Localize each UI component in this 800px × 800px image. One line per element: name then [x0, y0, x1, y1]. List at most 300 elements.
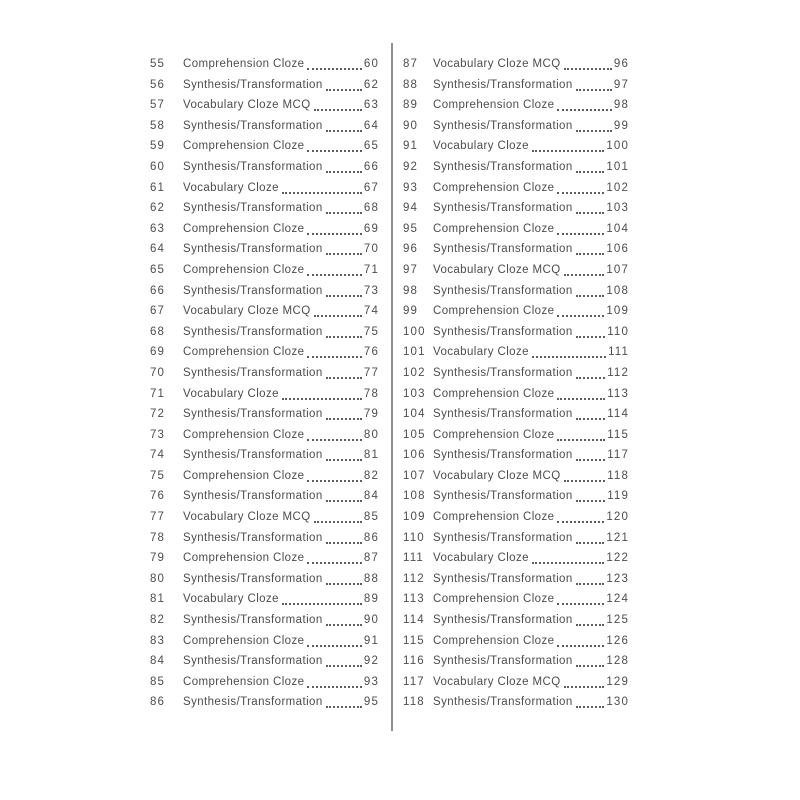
entry-page-number: 114	[607, 408, 629, 421]
dot-leader	[557, 425, 605, 441]
entry-number: 96	[403, 243, 419, 256]
dot-leader	[576, 239, 605, 255]
toc-entry	[150, 384, 379, 405]
dot-leader	[576, 610, 605, 626]
entry-page-number: 80	[363, 428, 379, 441]
toc-entry	[403, 445, 629, 466]
entry-title: Vocabulary Cloze MCQ	[433, 263, 561, 276]
toc-entry	[403, 466, 629, 487]
entry-title: Comprehension Cloze	[183, 346, 305, 359]
entry-number: 63	[150, 222, 166, 235]
dot-leader	[326, 116, 362, 132]
dot-leader	[576, 75, 612, 91]
entry-title: Synthesis/Transformation	[433, 202, 573, 215]
dot-leader	[314, 301, 362, 317]
entry-page-number: 129	[606, 675, 629, 688]
entry-page-number: 96	[613, 58, 629, 70]
entry-title: Comprehension Cloze	[183, 140, 305, 153]
toc-left-column	[150, 54, 379, 713]
dot-leader	[557, 631, 604, 647]
dot-leader	[307, 548, 361, 564]
entry-number: 69	[150, 346, 166, 359]
entry-page-number: 104	[606, 222, 629, 235]
entry-number: 114	[403, 614, 425, 627]
entry-number: 87	[403, 58, 419, 70]
entry-number: 92	[403, 160, 419, 173]
entry-number: 78	[150, 531, 166, 544]
entry-number: 85	[150, 675, 166, 688]
entry-number: 83	[150, 634, 166, 647]
toc-entry	[403, 631, 629, 652]
entry-page-number: 85	[363, 511, 379, 524]
toc-entry	[403, 363, 629, 384]
entry-title: Synthesis/Transformation	[433, 119, 573, 132]
toc-entry	[150, 239, 379, 260]
entry-number: 80	[150, 572, 166, 585]
toc-right-column	[403, 54, 629, 713]
toc-entry	[150, 425, 379, 446]
entry-number: 110	[403, 531, 425, 544]
dot-leader	[307, 631, 361, 647]
toc-entry	[403, 54, 629, 75]
dot-leader	[576, 363, 606, 379]
entry-page-number: 97	[613, 78, 629, 91]
entry-page-number: 90	[363, 614, 379, 627]
entry-number: 116	[403, 655, 425, 668]
entry-title: Synthesis/Transformation	[183, 655, 323, 668]
toc-entry	[150, 136, 379, 157]
toc-entry	[150, 507, 379, 528]
entry-number: 108	[403, 490, 426, 503]
entry-page-number: 88	[363, 572, 379, 585]
toc-entry	[403, 178, 629, 199]
entry-title: Synthesis/Transformation	[433, 490, 573, 503]
entry-page-number: 102	[606, 181, 629, 194]
entry-page-number: 110	[607, 325, 629, 338]
dot-leader	[564, 260, 605, 276]
dot-leader	[326, 486, 362, 502]
entry-number: 99	[403, 305, 419, 318]
dot-leader	[532, 136, 604, 152]
entry-title: Synthesis/Transformation	[433, 614, 573, 627]
toc-entry	[403, 486, 629, 507]
entry-page-number: 98	[613, 99, 629, 112]
entry-page-number: 130	[606, 696, 629, 709]
entry-title: Comprehension Cloze	[433, 593, 555, 606]
entry-number: 112	[403, 572, 425, 585]
entry-page-number: 78	[363, 387, 379, 400]
dot-leader	[326, 281, 362, 297]
entry-page-number: 64	[363, 119, 379, 132]
toc-entry	[403, 116, 629, 137]
entry-title: Comprehension Cloze	[183, 675, 305, 688]
entry-number: 60	[150, 160, 166, 173]
entry-page-number: 113	[607, 387, 629, 400]
entry-title: Vocabulary Cloze	[433, 140, 529, 153]
entry-page-number: 62	[363, 78, 379, 91]
toc-entry	[150, 198, 379, 219]
toc-entry	[403, 692, 629, 713]
entry-title: Vocabulary Cloze MCQ	[183, 99, 311, 112]
entry-title: Synthesis/Transformation	[433, 243, 573, 256]
entry-title: Synthesis/Transformation	[183, 449, 323, 462]
entry-number: 88	[403, 78, 419, 91]
entry-title: Vocabulary Cloze MCQ	[183, 305, 311, 318]
entry-title: Synthesis/Transformation	[433, 160, 573, 173]
toc-entry	[403, 569, 629, 590]
entry-title: Synthesis/Transformation	[183, 531, 323, 544]
entry-number: 91	[403, 140, 419, 153]
toc-entry	[150, 589, 379, 610]
entry-number: 102	[403, 366, 426, 379]
toc-entry	[403, 281, 629, 302]
dot-leader	[326, 157, 362, 173]
entry-title: Synthesis/Transformation	[183, 614, 323, 627]
dot-leader	[557, 178, 604, 194]
dot-leader	[576, 404, 606, 420]
entry-number: 100	[403, 325, 426, 338]
entry-title: Synthesis/Transformation	[183, 572, 323, 585]
toc-entry	[150, 178, 379, 199]
entry-title: Synthesis/Transformation	[183, 202, 323, 215]
entry-title: Comprehension Cloze	[433, 181, 555, 194]
entry-page-number: 73	[363, 284, 379, 297]
entry-page-number: 87	[363, 552, 379, 565]
entry-title: Synthesis/Transformation	[433, 572, 573, 585]
toc-entry	[403, 384, 629, 405]
toc-entry	[403, 548, 629, 569]
toc-entry	[403, 239, 629, 260]
entry-page-number: 84	[363, 490, 379, 503]
entry-page-number: 67	[363, 181, 379, 194]
entry-title: Vocabulary Cloze	[433, 552, 529, 565]
entry-page-number: 115	[607, 428, 629, 441]
entry-page-number: 69	[363, 222, 379, 235]
entry-number: 113	[403, 593, 425, 606]
entry-page-number: 111	[608, 346, 629, 359]
toc-entry	[150, 95, 379, 116]
dot-leader	[326, 75, 362, 91]
toc-entry	[403, 95, 629, 116]
entry-title: Comprehension Cloze	[433, 99, 555, 112]
entry-title: Vocabulary Cloze	[183, 387, 279, 400]
toc-entry	[150, 404, 379, 425]
entry-title: Comprehension Cloze	[183, 222, 305, 235]
dot-leader	[326, 363, 362, 379]
entry-title: Synthesis/Transformation	[433, 78, 573, 91]
dot-leader	[532, 342, 606, 358]
entry-page-number: 92	[363, 655, 379, 668]
entry-page-number: 60	[363, 58, 379, 70]
entry-number: 58	[150, 119, 166, 132]
dot-leader	[326, 445, 362, 461]
toc-entry	[150, 342, 379, 363]
entry-number: 65	[150, 263, 166, 276]
entry-title: Comprehension Cloze	[433, 222, 555, 235]
dot-leader	[576, 692, 605, 708]
entry-page-number: 122	[606, 552, 629, 565]
entry-page-number: 119	[607, 490, 629, 503]
entry-page-number: 76	[363, 346, 379, 359]
entry-page-number: 71	[363, 263, 379, 276]
entry-page-number: 117	[607, 449, 629, 462]
dot-leader	[307, 136, 361, 152]
dot-leader	[307, 672, 361, 688]
toc-entry	[150, 445, 379, 466]
entry-title: Synthesis/Transformation	[433, 408, 573, 421]
entry-number: 93	[403, 181, 419, 194]
entry-title: Vocabulary Cloze MCQ	[433, 675, 561, 688]
entry-title: Synthesis/Transformation	[433, 531, 573, 544]
dot-leader	[564, 466, 606, 482]
entry-number: 84	[150, 655, 166, 668]
dot-leader	[282, 589, 362, 605]
entry-number: 56	[150, 78, 166, 91]
entry-page-number: 91	[363, 634, 379, 647]
entry-number: 67	[150, 305, 166, 318]
entry-page-number: 118	[607, 469, 629, 482]
entry-number: 111	[403, 552, 424, 565]
toc-entry	[150, 569, 379, 590]
dot-leader	[564, 672, 605, 688]
toc-entry	[150, 363, 379, 384]
entry-number: 94	[403, 202, 419, 215]
entry-number: 57	[150, 99, 166, 112]
entry-title: Synthesis/Transformation	[183, 490, 323, 503]
entry-page-number: 121	[606, 531, 629, 544]
dot-leader	[326, 610, 362, 626]
entry-page-number: 65	[363, 140, 379, 153]
toc-entry	[403, 528, 629, 549]
entry-title: Vocabulary Cloze	[433, 346, 529, 359]
dot-leader	[326, 239, 362, 255]
entry-number: 104	[403, 408, 426, 421]
entry-title: Vocabulary Cloze	[183, 593, 279, 606]
entry-title: Comprehension Cloze	[183, 428, 305, 441]
entry-number: 76	[150, 490, 166, 503]
entry-title: Comprehension Cloze	[433, 634, 555, 647]
entry-number: 86	[150, 696, 166, 709]
entry-page-number: 101	[606, 160, 629, 173]
dot-leader	[576, 116, 612, 132]
entry-page-number: 123	[606, 572, 629, 585]
entry-number: 95	[403, 222, 419, 235]
entry-page-number: 75	[363, 325, 379, 338]
entry-title: Vocabulary Cloze MCQ	[433, 58, 561, 70]
entry-page-number: 107	[606, 263, 629, 276]
entry-page-number: 124	[606, 593, 629, 606]
dot-leader	[326, 651, 362, 667]
entry-number: 72	[150, 408, 166, 421]
dot-leader	[532, 548, 604, 564]
dot-leader	[307, 260, 361, 276]
dot-leader	[576, 486, 606, 502]
entry-page-number: 79	[363, 408, 379, 421]
entry-title: Synthesis/Transformation	[183, 325, 323, 338]
toc-entry	[403, 342, 629, 363]
dot-leader	[576, 445, 606, 461]
entry-page-number: 112	[607, 366, 629, 379]
entry-page-number: 81	[363, 449, 379, 462]
toc-entry	[403, 589, 629, 610]
entry-page-number: 109	[606, 305, 629, 318]
toc-entry	[403, 507, 629, 528]
dot-leader	[557, 301, 604, 317]
toc-entry	[150, 116, 379, 137]
dot-leader	[576, 198, 605, 214]
entry-title: Synthesis/Transformation	[433, 696, 573, 709]
dot-leader	[557, 507, 604, 523]
dot-leader	[314, 95, 362, 111]
entry-title: Comprehension Cloze	[433, 387, 555, 400]
toc-entry	[150, 75, 379, 96]
entry-title: Synthesis/Transformation	[183, 284, 323, 297]
entry-page-number: 68	[363, 202, 379, 215]
dot-leader	[326, 322, 362, 338]
toc-entry	[150, 631, 379, 652]
toc-entry	[150, 260, 379, 281]
toc-entry	[403, 75, 629, 96]
entry-number: 64	[150, 243, 166, 256]
entry-page-number: 103	[606, 202, 629, 215]
entry-page-number: 89	[363, 593, 379, 606]
entry-number: 82	[150, 614, 166, 627]
toc-entry	[403, 198, 629, 219]
toc-entry	[403, 651, 629, 672]
dot-leader	[576, 281, 605, 297]
entry-number: 105	[403, 428, 426, 441]
toc-entry	[403, 260, 629, 281]
toc-entry	[403, 322, 629, 343]
toc-entry	[150, 54, 379, 75]
dot-leader	[557, 95, 611, 111]
entry-number: 89	[403, 99, 419, 112]
toc-entry	[150, 301, 379, 322]
entry-title: Synthesis/Transformation	[183, 696, 323, 709]
entry-number: 74	[150, 449, 166, 462]
toc-entry	[403, 157, 629, 178]
entry-number: 68	[150, 325, 166, 338]
dot-leader	[307, 342, 361, 358]
entry-number: 101	[403, 346, 426, 359]
entry-page-number: 66	[363, 160, 379, 173]
entry-page-number: 86	[363, 531, 379, 544]
toc-entry	[150, 281, 379, 302]
entry-page-number: 100	[606, 140, 629, 153]
toc-entry	[150, 610, 379, 631]
entry-number: 115	[403, 634, 425, 647]
entry-title: Synthesis/Transformation	[183, 408, 323, 421]
entry-number: 61	[150, 181, 166, 194]
entry-number: 66	[150, 284, 166, 297]
toc-entry	[150, 322, 379, 343]
entry-page-number: 128	[606, 655, 629, 668]
entry-number: 79	[150, 552, 166, 565]
entry-number: 73	[150, 428, 166, 441]
entry-title: Synthesis/Transformation	[183, 78, 323, 91]
entry-page-number: 74	[363, 305, 379, 318]
dot-leader	[314, 507, 362, 523]
entry-number: 90	[403, 119, 419, 132]
dot-leader	[282, 178, 362, 194]
entry-title: Synthesis/Transformation	[183, 366, 323, 379]
entry-page-number: 77	[363, 366, 379, 379]
entry-page-number: 120	[606, 511, 629, 524]
entry-title: Vocabulary Cloze MCQ	[183, 511, 311, 524]
dot-leader	[307, 54, 361, 70]
entry-page-number: 125	[606, 614, 629, 627]
toc-entry	[150, 548, 379, 569]
entry-title: Synthesis/Transformation	[433, 449, 573, 462]
entry-number: 55	[150, 58, 166, 70]
toc-entry	[150, 157, 379, 178]
entry-number: 103	[403, 387, 426, 400]
dot-leader	[557, 384, 605, 400]
entry-title: Synthesis/Transformation	[433, 325, 573, 338]
toc-entry	[403, 610, 629, 631]
toc-entry	[150, 672, 379, 693]
entry-number: 117	[403, 675, 425, 688]
column-divider	[391, 43, 393, 731]
entry-number: 77	[150, 511, 166, 524]
toc-entry	[403, 136, 629, 157]
entry-number: 109	[403, 511, 426, 524]
entry-title: Vocabulary Cloze	[183, 181, 279, 194]
toc-entry	[150, 219, 379, 240]
dot-leader	[307, 425, 361, 441]
dot-leader	[307, 466, 361, 482]
entry-page-number: 126	[606, 634, 629, 647]
entry-title: Synthesis/Transformation	[433, 655, 573, 668]
toc-entry	[403, 672, 629, 693]
entry-page-number: 95	[363, 696, 379, 709]
entry-number: 59	[150, 140, 166, 153]
entry-number: 75	[150, 469, 166, 482]
entry-page-number: 108	[606, 284, 629, 297]
entry-title: Comprehension Cloze	[183, 469, 305, 482]
entry-title: Comprehension Cloze	[183, 58, 305, 70]
dot-leader	[326, 404, 362, 420]
entry-title: Vocabulary Cloze MCQ	[433, 469, 561, 482]
dot-leader	[326, 528, 362, 544]
entry-page-number: 99	[613, 119, 629, 132]
entry-page-number: 93	[363, 675, 379, 688]
entry-page-number: 63	[363, 99, 379, 112]
dot-leader	[576, 569, 605, 585]
entry-page-number: 106	[606, 243, 629, 256]
entry-title: Comprehension Cloze	[433, 305, 555, 318]
entry-title: Comprehension Cloze	[433, 428, 555, 441]
entry-number: 71	[150, 387, 166, 400]
toc-entry	[150, 528, 379, 549]
dot-leader	[576, 322, 606, 338]
entry-title: Synthesis/Transformation	[433, 366, 573, 379]
entry-number: 62	[150, 202, 166, 215]
entry-number: 70	[150, 366, 166, 379]
dot-leader	[307, 219, 361, 235]
entry-title: Synthesis/Transformation	[433, 284, 573, 297]
entry-number: 106	[403, 449, 426, 462]
dot-leader	[557, 219, 604, 235]
dot-leader	[282, 384, 362, 400]
dot-leader	[576, 157, 605, 173]
toc-entry	[403, 301, 629, 322]
entry-title: Synthesis/Transformation	[183, 119, 323, 132]
dot-leader	[576, 651, 605, 667]
entry-title: Comprehension Cloze	[183, 552, 305, 565]
entry-page-number: 82	[363, 469, 379, 482]
toc-entry	[150, 466, 379, 487]
